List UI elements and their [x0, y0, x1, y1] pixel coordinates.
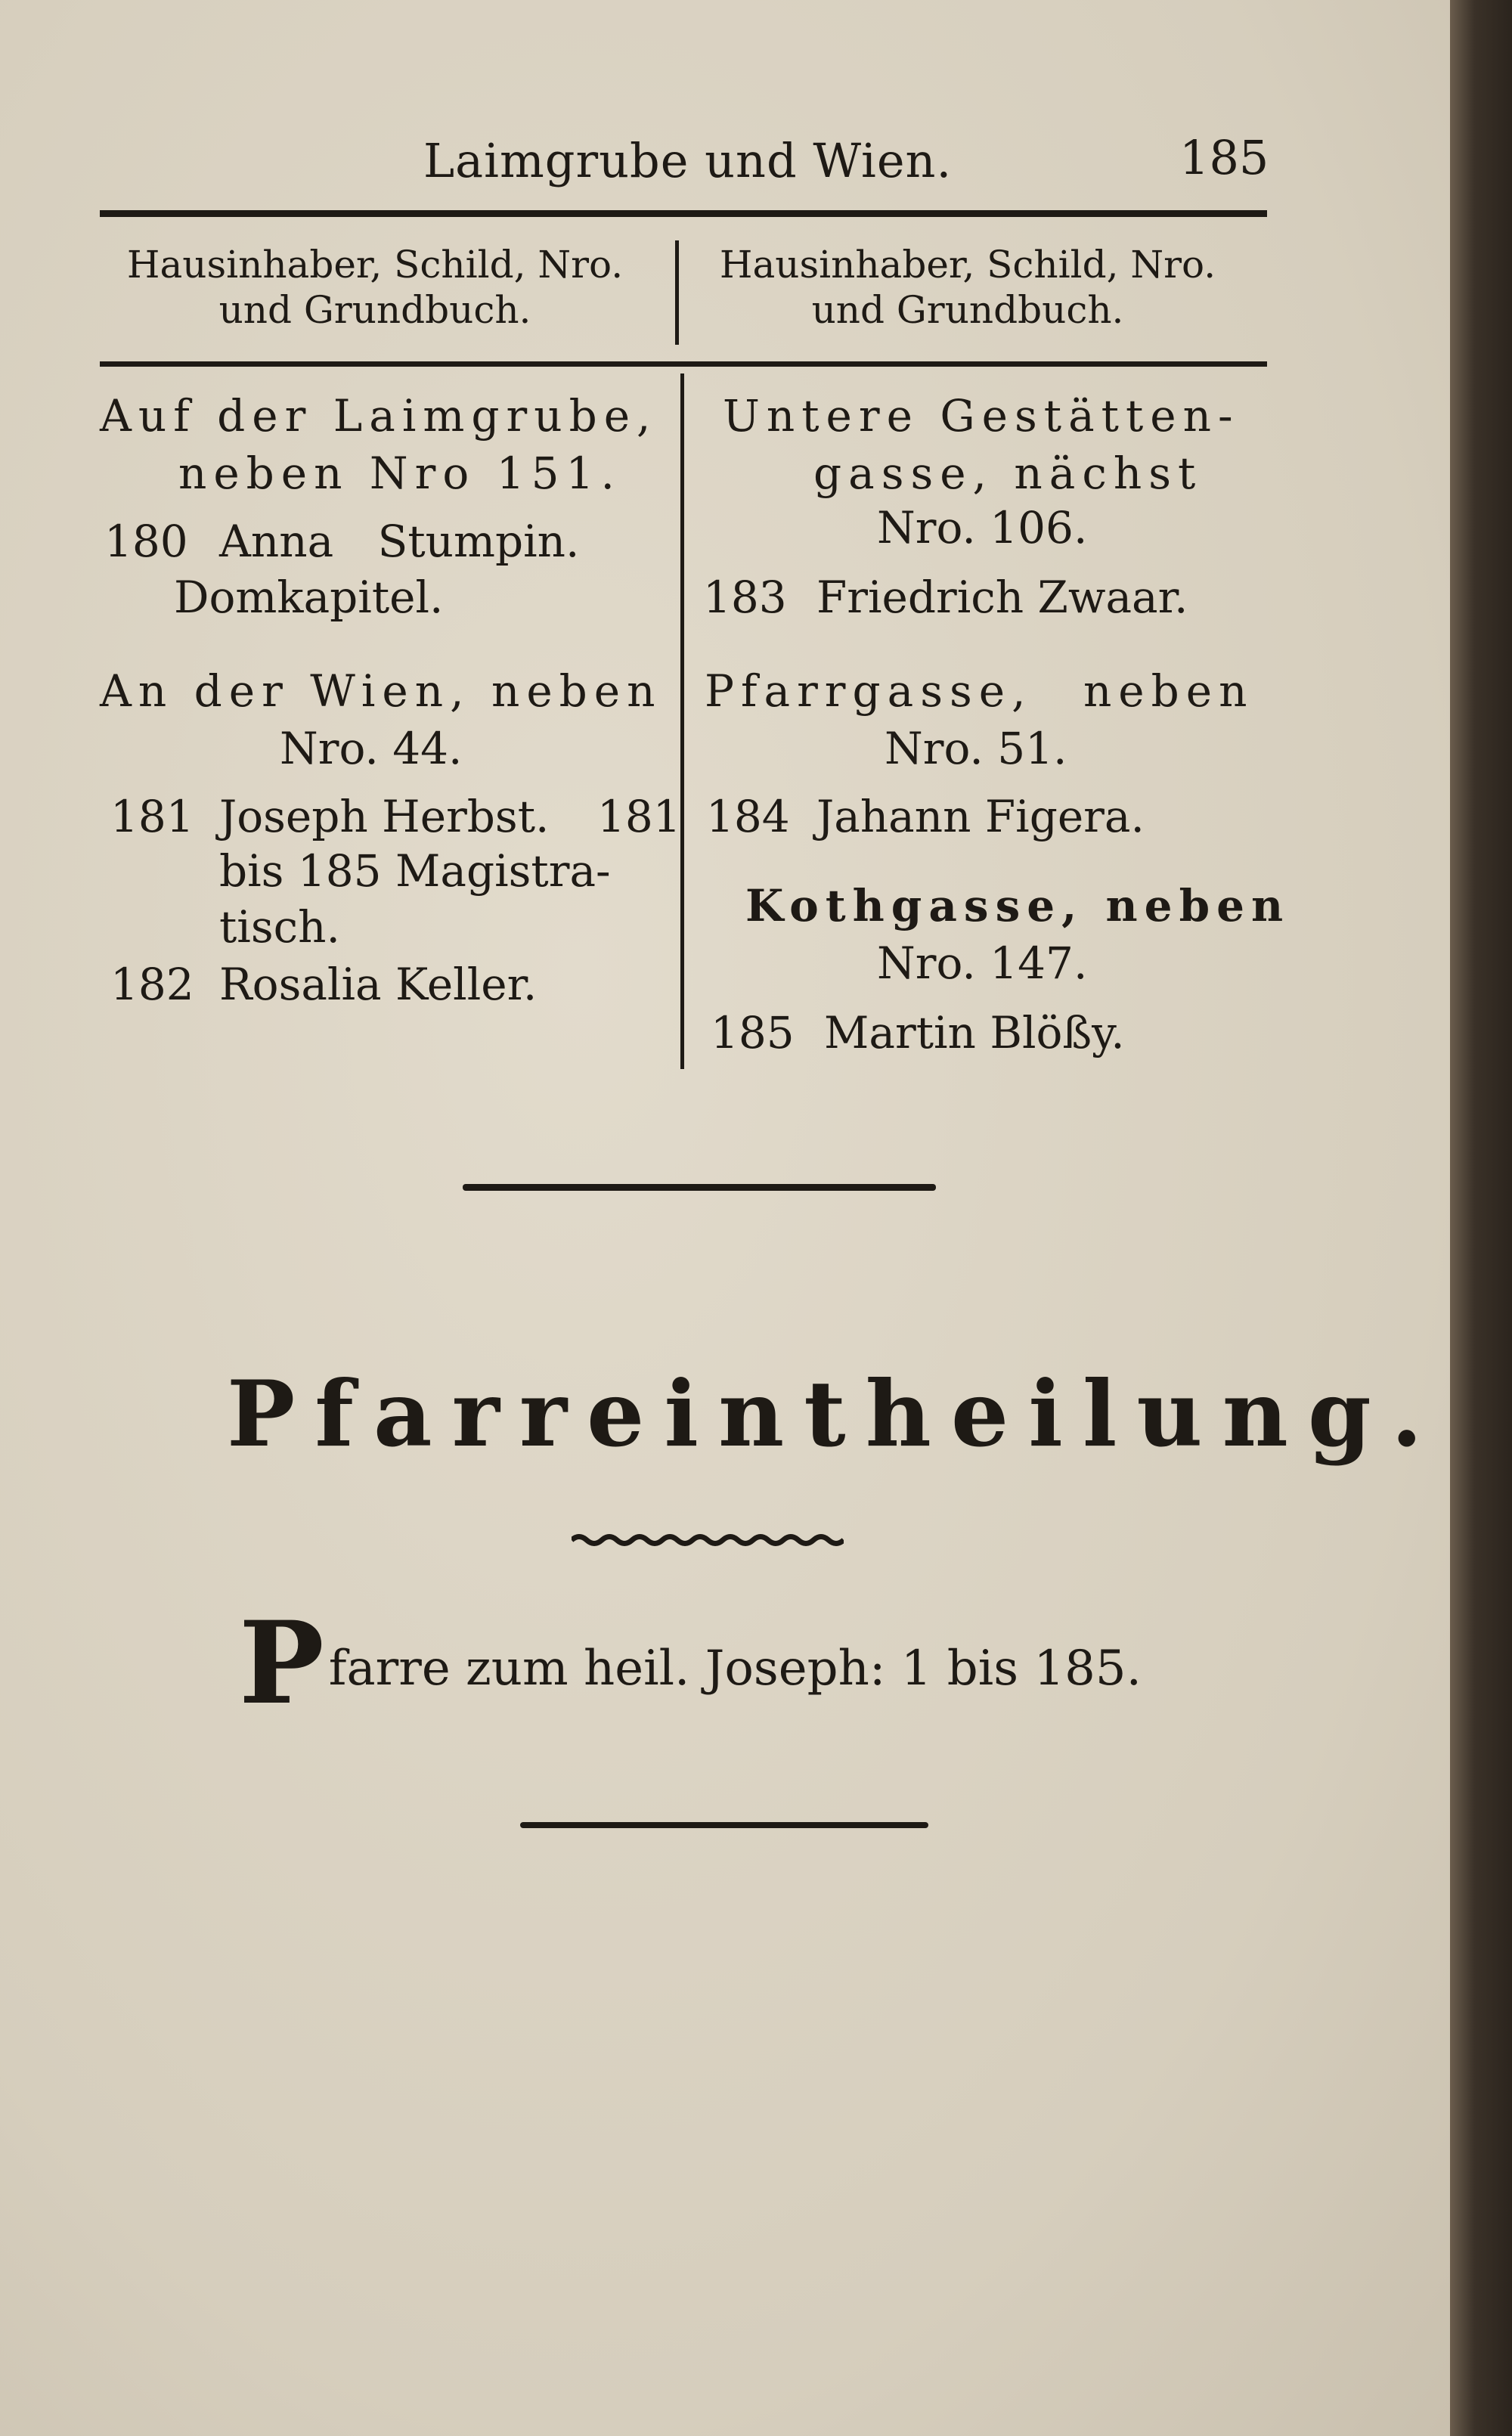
entry-note-181-line-1: 181: [597, 791, 681, 842]
left-header-line-1: Hausinhaber, Schild, Nro.: [126, 243, 624, 287]
section-separator-rule: [463, 1184, 936, 1191]
right-street-2-line-2: Nro. 51.: [885, 723, 1067, 774]
entry-name-185: Martin Blößy.: [824, 1007, 1125, 1058]
left-street-1-line-2: neben Nro 151.: [178, 448, 621, 499]
page-number: 185: [1179, 130, 1269, 185]
wavy-ornament-rule: [572, 1532, 844, 1548]
right-street-3-line-1: Kothgasse, neben: [745, 880, 1290, 931]
entry-name-184: Jahann Figera.: [816, 791, 1145, 842]
header-column-divider: [675, 240, 679, 345]
right-street-1-line-2: gasse, nächst: [813, 448, 1203, 499]
entry-number-182: 182: [110, 959, 194, 1010]
section-title: Pfarreintheilung.: [227, 1361, 1442, 1467]
entry-note-181-line-3: tisch.: [219, 901, 340, 953]
left-header-line-2: und Grundbuch.: [218, 288, 531, 332]
right-header-line-2: und Grundbuch.: [811, 288, 1124, 332]
entry-name-180: Anna Stumpin.: [219, 516, 580, 567]
parish-initial: P: [239, 1597, 324, 1730]
entry-number-181: 181: [110, 791, 194, 842]
running-title: Laimgrube und Wien.: [423, 133, 953, 188]
right-header-line-1: Hausinhaber, Schild, Nro.: [719, 243, 1216, 287]
book-gutter: [1450, 0, 1512, 2436]
entry-name-183: Friedrich Zwaar.: [816, 572, 1188, 623]
right-column-header: [680, 242, 1255, 333]
right-street-1-line-3: Nro. 106.: [877, 502, 1088, 553]
entry-name-182: Rosalia Keller.: [219, 959, 538, 1010]
parish-line: [239, 1597, 1142, 1730]
entry-note-180: Domkapitel.: [174, 572, 444, 623]
right-street-1-line-1: Untere Gestätten-: [723, 390, 1240, 442]
right-street-2-line-1: Pfarrgasse, neben: [705, 665, 1254, 717]
left-column-header: [88, 242, 662, 333]
left-street-1-line-1: Auf der Laimgrube,: [100, 390, 658, 442]
right-street-3-line-2: Nro. 147.: [877, 938, 1088, 989]
left-street-2-line-1: An der Wien, neben: [100, 665, 662, 717]
entry-number-183: 183: [703, 572, 787, 623]
entry-number-180: 180: [104, 516, 188, 567]
body-column-divider: [680, 373, 684, 1069]
closing-rule: [520, 1822, 928, 1828]
parish-text: farre zum heil. Joseph: 1 bis 185.: [328, 1641, 1142, 1697]
left-street-2-line-2: Nro. 44.: [280, 723, 463, 774]
header-rule: [100, 210, 1267, 217]
column-header-rule: [100, 361, 1267, 367]
entry-number-185: 185: [711, 1007, 795, 1058]
entry-number-184: 184: [706, 791, 790, 842]
entry-name-181: Joseph Herbst.: [219, 791, 550, 842]
entry-note-181-line-2: bis 185 Magistra-: [219, 845, 611, 897]
